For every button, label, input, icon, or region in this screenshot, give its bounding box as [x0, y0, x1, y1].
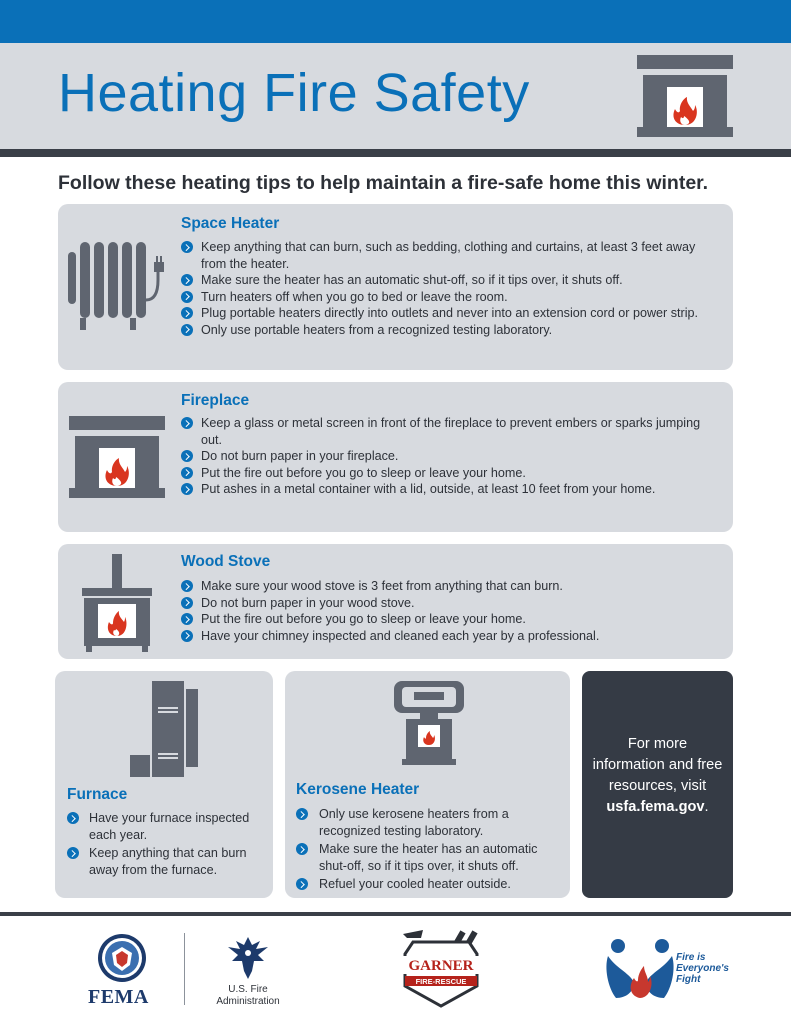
list-item: Only use kerosene heaters from a recognized testing laboratory.	[296, 806, 558, 839]
radiator-heater-icon	[68, 240, 178, 335]
intro-text: Follow these heating tips to help maintain a fire-safe home this winter.	[58, 172, 709, 194]
space-heater-bullets	[181, 239, 711, 338]
space-heater-title: Space Heater	[181, 215, 280, 232]
bullet-arrow-icon	[181, 450, 193, 462]
list-item: Keep anything that can burn, such as bedding, clothing and curtains, at least 3 feet away from the heater.	[181, 239, 711, 272]
bullet-arrow-icon	[67, 812, 79, 824]
list-item: Put ashes in a metal container with a lid, outside, at least 10 feet from your home.	[181, 481, 711, 498]
list-item: Put the fire out before you go to sleep or leave your home.	[181, 611, 711, 628]
footer-divider	[0, 912, 791, 916]
fema-logo-text: FEMA	[88, 986, 149, 1008]
bullet-arrow-icon	[181, 597, 193, 609]
list-item: Make sure your wood stove is 3 feet from anything that can burn.	[181, 578, 711, 595]
resources-panel	[582, 671, 733, 898]
top-accent-bar	[0, 0, 791, 43]
list-item: Refuel your cooled heater outside.	[296, 876, 558, 893]
space-heater-card	[58, 204, 733, 370]
list-item: Do not burn paper in your fireplace.	[181, 448, 711, 465]
list-item: Have your chimney inspected and cleaned each year by a professional.	[181, 628, 711, 645]
fire-is-everyones-fight-text: Fire is Everyone's Fight	[676, 952, 729, 985]
bullet-arrow-icon	[181, 580, 193, 592]
bullet-arrow-icon	[296, 843, 308, 855]
kerosene-heater-card	[285, 671, 570, 898]
bullet-arrow-icon	[181, 417, 193, 429]
wood-stove-title: Wood Stove	[181, 553, 271, 570]
fireplace-icon	[69, 416, 165, 498]
fire-is-everyones-fight-logo	[604, 938, 676, 1000]
header-divider	[0, 149, 791, 157]
furnace-title: Furnace	[67, 786, 128, 803]
bullet-arrow-icon	[181, 274, 193, 286]
bullet-arrow-icon	[181, 630, 193, 642]
wood-stove-bullets	[181, 578, 711, 644]
wood-stove-icon	[82, 554, 152, 652]
list-item: Put the fire out before you go to sleep or leave your home.	[181, 465, 711, 482]
furnace-icon	[130, 681, 206, 777]
eagle-logo	[226, 935, 270, 981]
garner-logo-text: GARNER	[408, 958, 474, 974]
list-item: Turn heaters off when you go to bed or leave the room.	[181, 289, 711, 306]
usfa-link[interactable]: usfa.fema.gov	[606, 799, 705, 815]
list-item: Have your furnace inspected each year.	[67, 810, 267, 843]
furnace-card	[55, 671, 273, 898]
fireplace-title: Fireplace	[181, 392, 250, 409]
kerosene-heater-title: Kerosene Heater	[296, 781, 420, 798]
bullet-arrow-icon	[181, 241, 193, 253]
bullet-arrow-icon	[181, 324, 193, 336]
dhs-seal-logo	[97, 933, 147, 983]
garner-fire-rescue-logo	[393, 928, 489, 1008]
list-item: Do not burn paper in your wood stove.	[181, 595, 711, 612]
list-item: Make sure the heater has an automatic shut-off, so if it tips over, it shuts off.	[296, 841, 558, 874]
list-item: Plug portable heaters directly into outlets and never into an extension cord or power strip.	[181, 305, 711, 322]
bullet-arrow-icon	[181, 483, 193, 495]
fireplace-card	[58, 382, 733, 532]
wood-stove-card	[58, 544, 733, 659]
kerosene-heater-bullets	[296, 806, 558, 893]
list-item: Keep anything that can burn away from the furnace.	[67, 845, 267, 878]
bullet-arrow-icon	[296, 808, 308, 820]
resources-text: For more information and free resources, visit usfa.fema.gov.	[592, 736, 723, 815]
list-item: Keep a glass or metal screen in front of the fireplace to prevent embers or sparks jumping out.	[181, 415, 711, 448]
bullet-arrow-icon	[181, 307, 193, 319]
bullet-arrow-icon	[67, 847, 79, 859]
furnace-bullets	[67, 810, 267, 878]
usfa-logo-text: U.S. Fire Administration	[216, 984, 280, 1007]
bullet-arrow-icon	[181, 613, 193, 625]
garner-logo-subtext: FIRE-RESCUE	[415, 977, 467, 986]
kerosene-heater-icon	[394, 677, 464, 773]
bullet-arrow-icon	[181, 467, 193, 479]
fireplace-bullets	[181, 415, 711, 498]
bullet-arrow-icon	[181, 291, 193, 303]
list-item: Only use portable heaters from a recognized testing laboratory.	[181, 322, 711, 339]
list-item: Make sure the heater has an automatic shut-off, so if it tips over, it shuts off.	[181, 272, 711, 289]
fireplace-icon	[637, 55, 733, 137]
bullet-arrow-icon	[296, 878, 308, 890]
logo-separator	[184, 933, 185, 1005]
page-title: Heating Fire Safety	[58, 63, 530, 123]
